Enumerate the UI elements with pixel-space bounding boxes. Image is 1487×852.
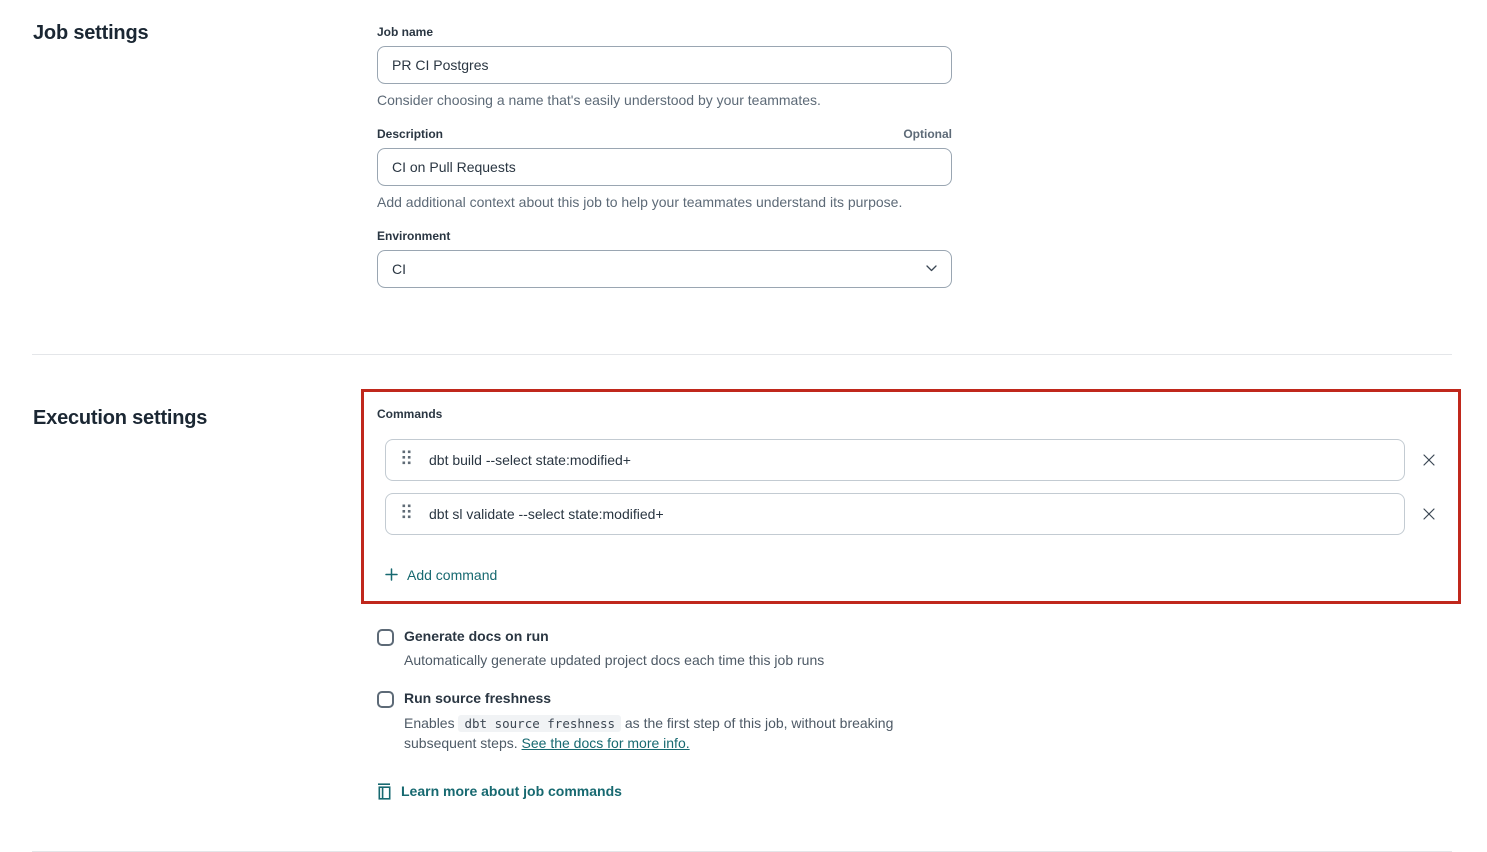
book-icon	[377, 783, 392, 800]
environment-select[interactable]	[377, 250, 952, 288]
learn-more-link[interactable]	[377, 783, 622, 800]
execution-settings-content	[361, 389, 1487, 805]
source-freshness-desc-suffix: as the first step of this job, without breaking subsequent steps.	[404, 714, 894, 752]
drag-handle-icon[interactable]	[402, 504, 411, 524]
generate-docs-description: Automatically generate updated project docs each time this job runs	[404, 651, 825, 668]
job-settings-section	[0, 0, 1487, 306]
execution-settings-heading-column	[0, 389, 361, 805]
commands-highlight-box	[361, 389, 1461, 604]
chevron-down-icon	[926, 265, 937, 272]
source-freshness-desc-prefix: Enables	[404, 714, 455, 731]
source-freshness-code: dbt source freshness	[458, 715, 621, 732]
source-freshness-row	[377, 690, 952, 754]
description-helper-text: Add additional context about this job to help your teammates understand its purpose.	[377, 193, 903, 210]
description-field-group	[377, 127, 952, 211]
plus-icon	[385, 568, 398, 581]
add-command-label: Add command	[407, 566, 498, 583]
job-settings-heading-column	[0, 22, 361, 306]
section-divider	[32, 354, 1452, 355]
remove-command-button[interactable]	[1414, 445, 1444, 475]
see-docs-link[interactable]: See the docs for more info.	[521, 735, 690, 752]
environment-label: Environment	[377, 228, 451, 243]
command-row	[385, 439, 1444, 481]
job-name-helper-text: Consider choosing a name that's easily understood by your teammates.	[377, 92, 821, 108]
job-name-field-group	[377, 25, 952, 109]
command-input[interactable]	[411, 452, 1404, 468]
close-icon	[1422, 507, 1436, 521]
drag-handle-icon[interactable]	[402, 450, 411, 470]
job-settings-heading: Job settings	[33, 22, 149, 44]
job-name-input[interactable]	[377, 46, 952, 84]
add-command-button[interactable]	[385, 567, 497, 583]
description-optional-badge: Optional	[903, 126, 952, 141]
environment-field-group	[377, 229, 952, 288]
command-input[interactable]	[411, 506, 1404, 522]
close-icon	[1422, 453, 1436, 467]
command-input-container	[385, 439, 1405, 481]
description-input[interactable]	[377, 148, 952, 186]
source-freshness-checkbox[interactable]	[377, 691, 394, 708]
source-freshness-description	[404, 713, 939, 754]
command-row	[385, 493, 1444, 535]
command-input-container	[385, 493, 1405, 535]
command-list	[377, 439, 1444, 535]
execution-settings-heading: Execution settings	[33, 406, 208, 429]
learn-more-label: Learn more about job commands	[401, 783, 622, 800]
source-freshness-label: Run source freshness	[404, 690, 552, 707]
commands-label: Commands	[377, 406, 443, 421]
description-label: Description	[377, 126, 444, 141]
environment-selected-value: CI	[392, 260, 406, 277]
job-settings-content	[361, 22, 1487, 306]
generate-docs-row	[377, 628, 952, 671]
execution-settings-section	[0, 389, 1487, 805]
remove-command-button[interactable]	[1414, 499, 1444, 529]
generate-docs-checkbox[interactable]	[377, 629, 394, 646]
job-name-label: Job name	[377, 25, 434, 39]
generate-docs-label: Generate docs on run	[404, 627, 549, 644]
